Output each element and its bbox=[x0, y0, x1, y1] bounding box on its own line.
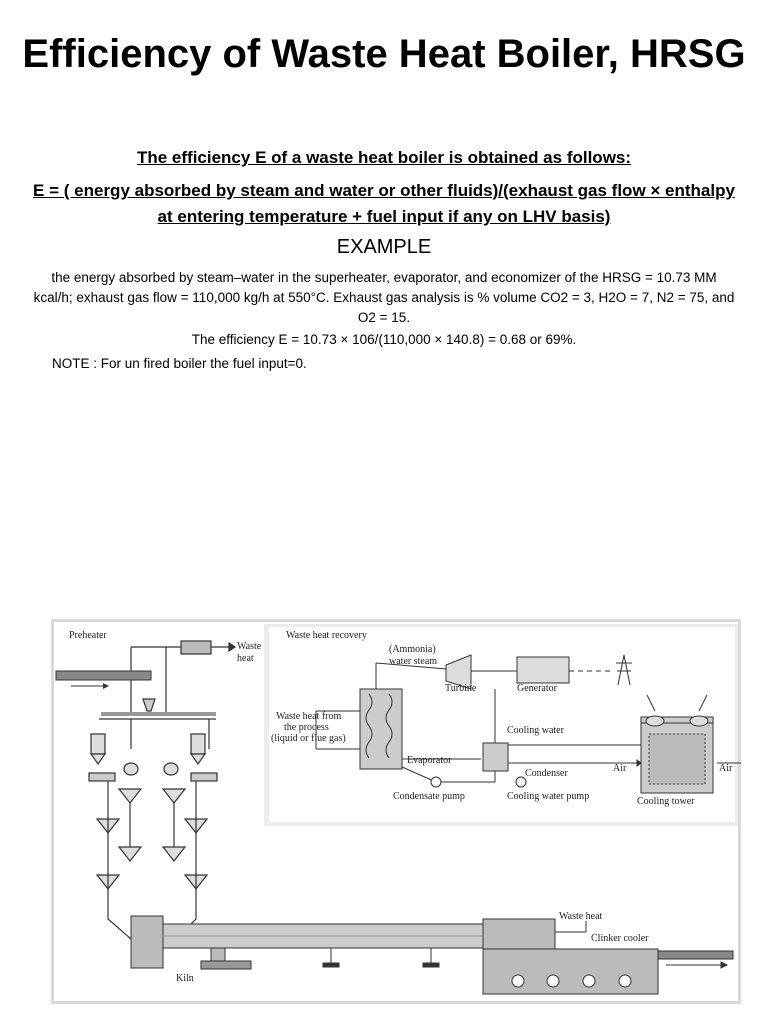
preheater-label: Preheater bbox=[69, 630, 107, 641]
efficiency-formula: E = ( energy absorbed by steam and water or other fluids)/(exhaust gas flow × enthalpy at entering temperature + fuel input if any on LHV basis) bbox=[33, 181, 735, 226]
generator-label: Generator bbox=[517, 683, 557, 694]
waste-heat-from-label-3: (liquid or flue gas) bbox=[271, 733, 346, 744]
page-title: Efficiency of Waste Heat Boiler, HRSG bbox=[22, 32, 746, 76]
process-diagram bbox=[51, 619, 741, 1004]
air-right-label: Air bbox=[719, 763, 733, 774]
condensate-pump-icon bbox=[431, 777, 441, 787]
waste-heat-top-label-2: heat bbox=[237, 653, 254, 664]
cooling-tower-label: Cooling tower bbox=[637, 796, 695, 807]
waste-heat-bottom-label: Waste heat bbox=[559, 911, 603, 922]
cooling-water-pump-label: Cooling water pump bbox=[507, 791, 590, 802]
cooling-water-pump-icon bbox=[516, 777, 526, 787]
air-left-label: Air bbox=[613, 763, 627, 774]
note-text: NOTE : For un fired boiler the fuel input=0. bbox=[52, 356, 307, 371]
waste-heat-from-label-1: Waste heat from bbox=[276, 711, 342, 722]
ammonia-label: (Ammonia) bbox=[389, 644, 436, 655]
condensate-pump-label: Condensate pump bbox=[393, 791, 465, 802]
cooling-water-label: Cooling water bbox=[507, 725, 564, 736]
waste-heat-top-label-1: Waste bbox=[237, 641, 262, 652]
clinker-cooler-label: Clinker cooler bbox=[591, 933, 649, 944]
example-heading: EXAMPLE bbox=[336, 236, 432, 258]
turbine-label: Turbine bbox=[445, 683, 477, 694]
example-text: the energy absorbed by steam–water in the superheater, evaporator, and economizer of the HRSG = 10.73 MM kcal/h; exhaust gas flow = 110,000 kg/h at 550°C. Exhaust gas analysis is % volume CO2 = 3, H2O = 7, N2 = 75, and O2 = 15. bbox=[33, 270, 735, 325]
waste-heat-recovery-label: Waste heat recovery bbox=[286, 630, 367, 641]
waste-heat-from-label-2: the process bbox=[284, 722, 329, 733]
efficiency-result: The efficiency E = 10.73 × 106/(110,000 × 140.8) = 0.68 or 69%. bbox=[191, 332, 577, 347]
water-steam-label: water steam bbox=[389, 656, 438, 667]
kiln-label: Kiln bbox=[176, 973, 194, 984]
evaporator-label: Evaporator bbox=[407, 755, 452, 766]
condenser-label: Condenser bbox=[525, 768, 568, 779]
section-subtitle: The efficiency E of a waste heat boiler is obtained as follows: bbox=[136, 148, 632, 167]
